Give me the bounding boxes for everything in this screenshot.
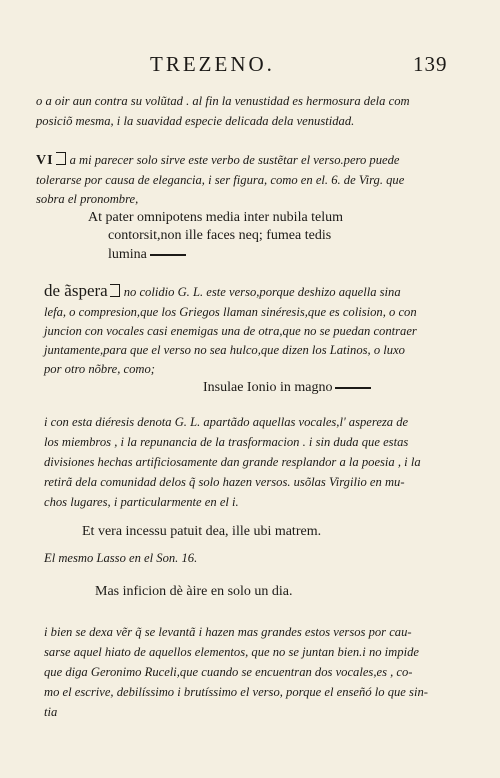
text-line: a mi parecer solo sirve este verbo de sustẽtar el verso.pero puede [69,153,400,167]
paragraph-start [36,152,399,169]
running-title: TREZENO. [150,52,275,76]
text-line: tia [44,705,58,719]
text-line: por otro nõbre, como; [44,362,156,376]
text-line: o a oir aun contra su volũtad . al fin la venustidad es hermosura dela com [36,94,410,108]
paragraph-start [44,283,401,300]
text-line: juncion con vocales casi enemigas una de otra,que no se puedan contraer [44,324,417,338]
text-line: i bien se dexa vẽr q̃ se levantã i hazen mas grandes estos versos por cau- [44,625,412,639]
text-line: sarse aquel hiato de aquellos elementos, que no se juntan bien.i no impide [44,645,419,659]
text-line: divisiones hechas artificiosamente dan grande resplandor a la poesia , i la [44,455,421,469]
rule-mark [335,387,371,389]
running-head [0,52,500,82]
lead-words: de ãspera [44,281,108,300]
rule-mark [150,254,186,256]
verse-line: Et vera incessu patuit dea, ille ubi matrem. [82,524,322,539]
text-line: tolerarse por causa de elegancia, i ser figura, como en el. 6. de Virg. que [36,173,405,187]
text-line: chos lugares, i particularmente en el i. [44,495,239,509]
text-line: los miembros , i la repunancia de la trasformacion . i sin duda que estas [44,435,409,449]
bracket-mark [110,284,120,297]
text-line: que diga Geronimo Ruceli,que cuando se encuentran dos vocales,es , co- [44,665,413,679]
text-line: juntamente,para que el verso no sea hulco,que dizen los Latinos, o luxo [44,343,405,357]
text-line: posiciõ mesma, i la suavidad especie delicada dela venustidad. [36,114,355,128]
page-number: 139 [413,52,448,76]
verse-line: Mas inficion dè àire en solo un dia. [95,584,293,599]
verse-line: Insulae Ionio in magno [203,380,371,396]
paragraph-initial: VI [36,153,54,168]
text-line: no colidio G. L. este verso,porque deshizo aquella sina [123,285,401,299]
bracket-mark [56,152,66,165]
verse-line: At pater omnipotens media inter nubila telum [88,210,344,225]
text-line: i con esta diéresis denota G. L. apartãdo aquellas vocales,l' aspereza de [44,415,409,429]
text-line: retirã dela comunidad delos q̃ solo hazen versos. usõlas Virgilio en mu- [44,475,405,489]
text-line: sobra el pronombre, [36,192,139,206]
attribution: El mesmo Lasso en el Son. 16. [44,551,198,565]
verse-line: contorsit,non ille faces neq; fumea tedis [108,228,332,243]
text-line: mo el escrive, debilíssimo i brutíssimo el verso, porque el enseñó lo que sin- [44,685,428,699]
text-line: lefa, o compresion,que los Griegos llaman sinéresis,que es colision, o con [44,305,417,319]
verse-line: lumina [108,247,186,263]
